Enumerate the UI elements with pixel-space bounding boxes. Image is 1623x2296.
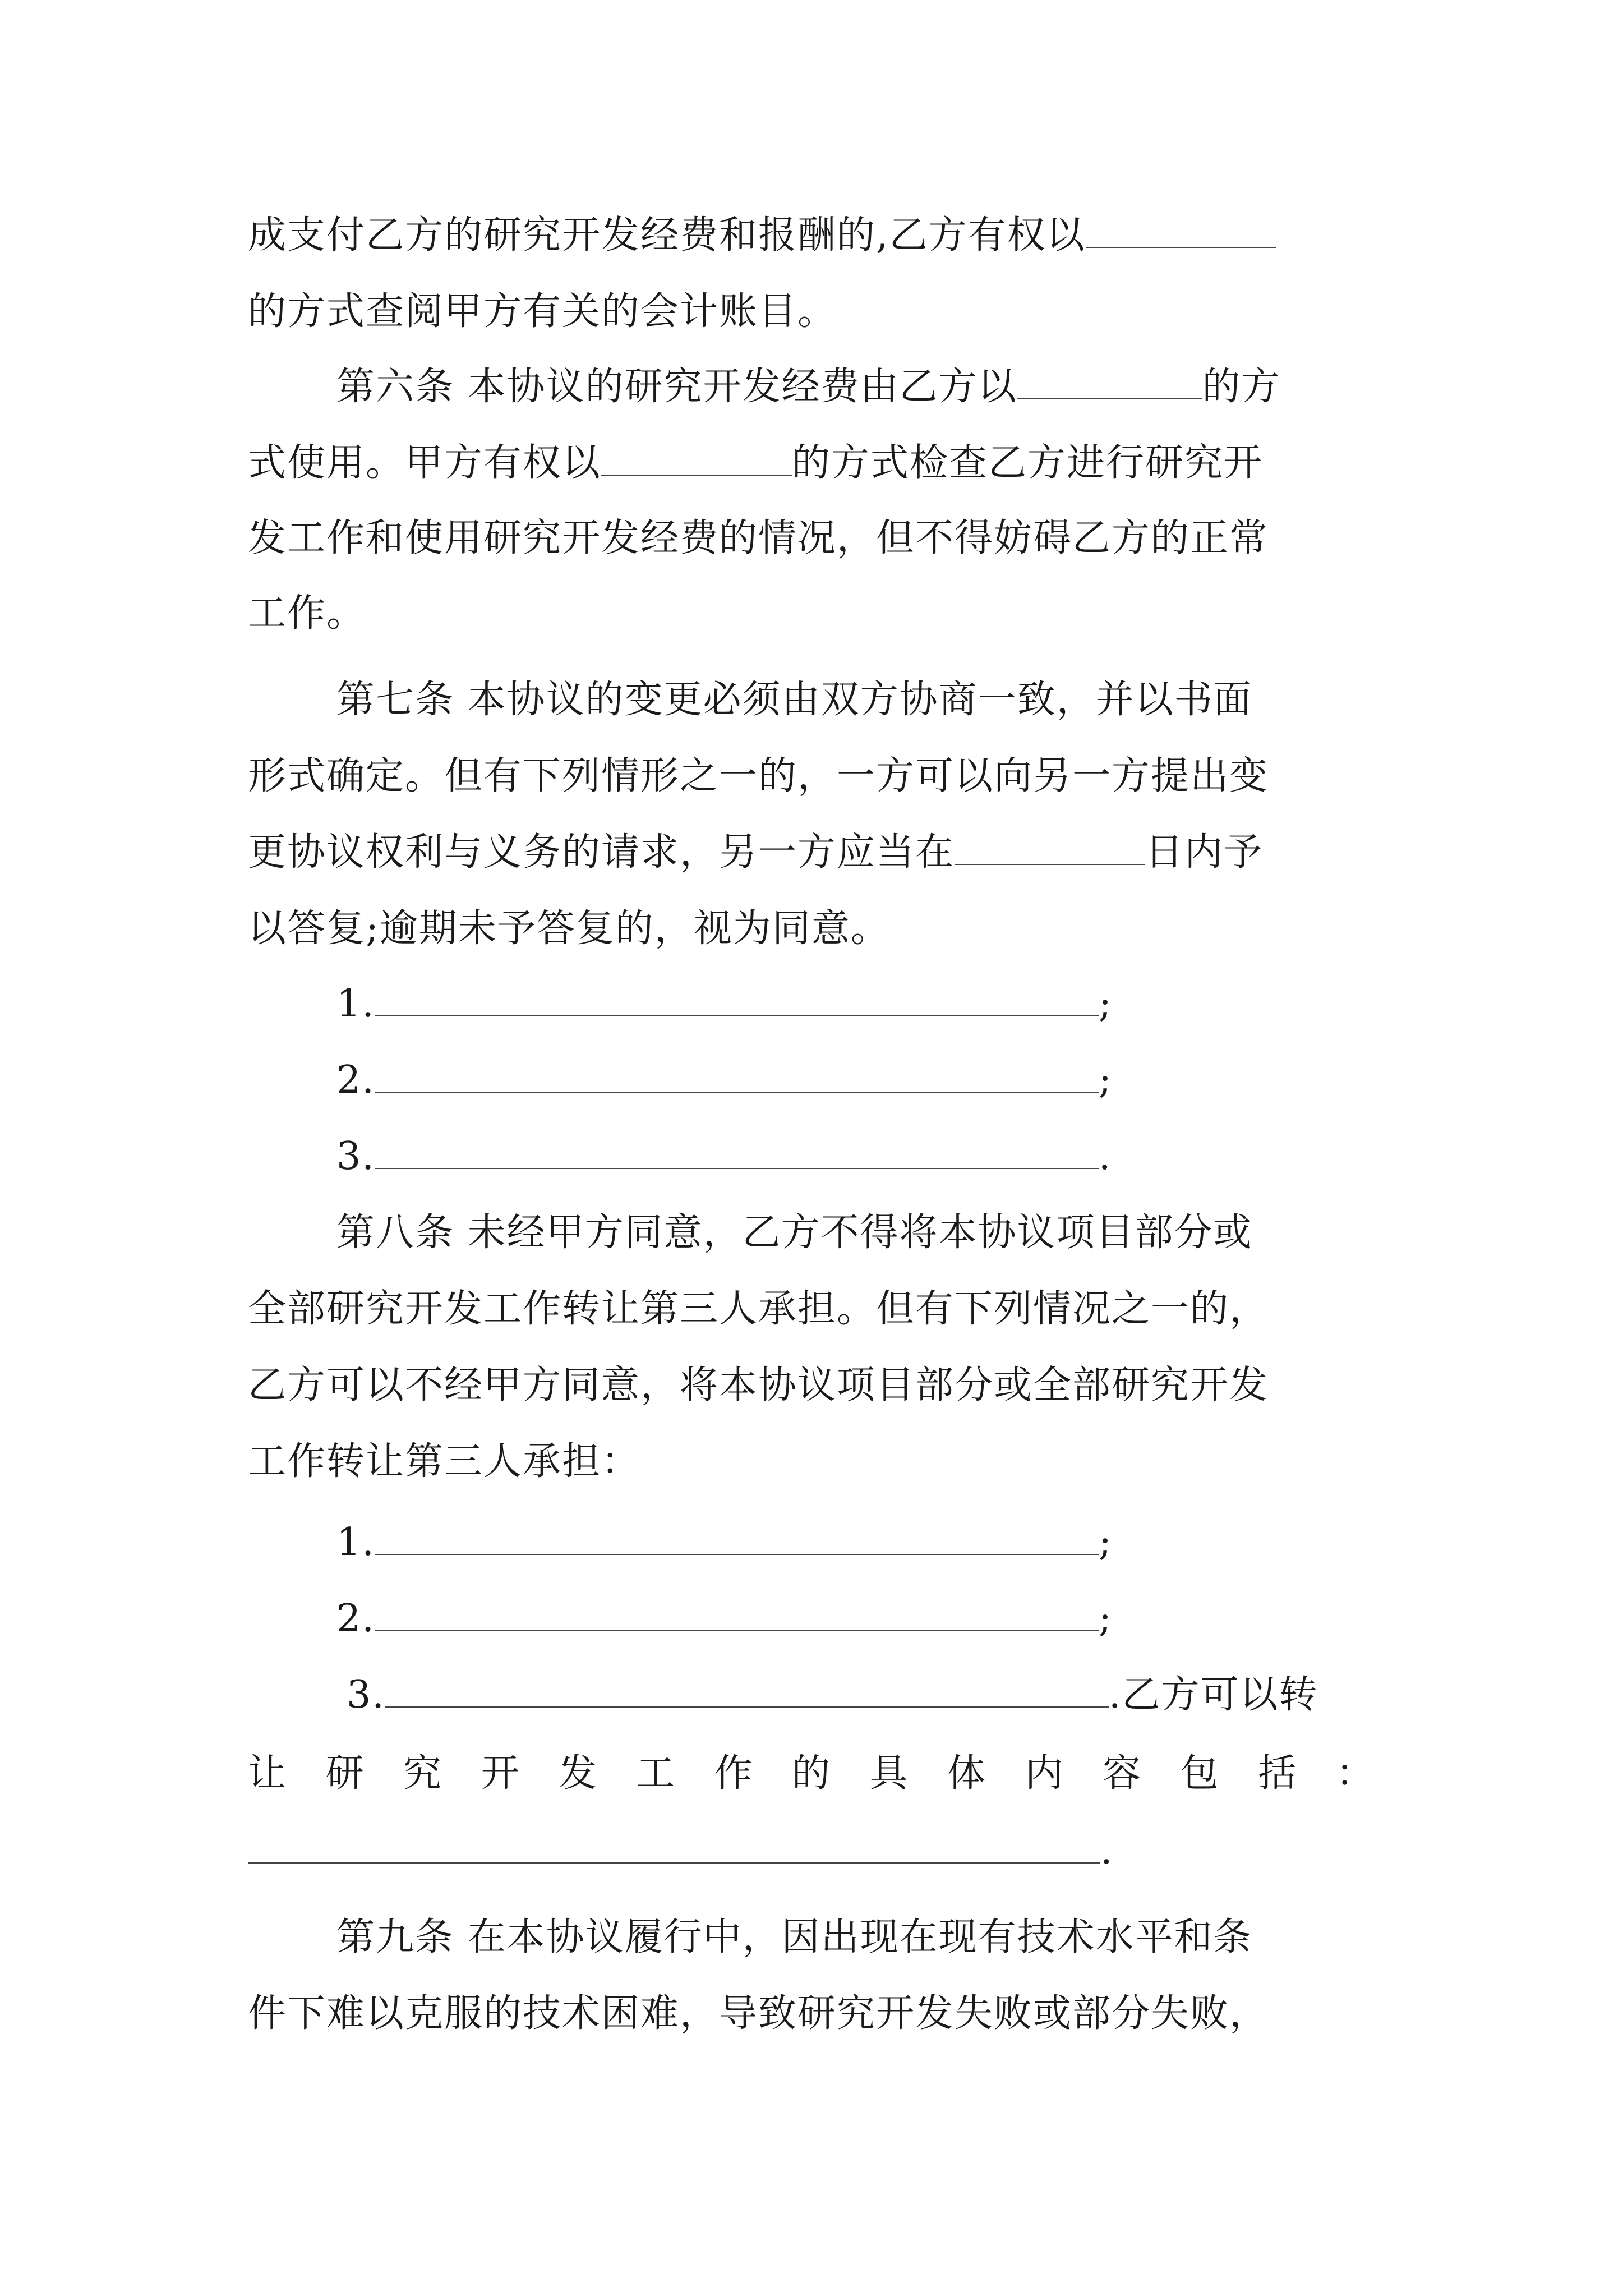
char: ：: [1335, 1751, 1375, 1796]
list-item: [347, 1667, 1318, 1723]
article-8-line: [248, 1746, 1375, 1802]
char: 让: [248, 1751, 288, 1796]
article-7-line: 以答复;逾期未予答复的，视为同意。: [248, 907, 890, 951]
item-end: .: [1100, 1829, 1114, 1873]
char: 内: [1025, 1751, 1064, 1796]
text: 成支付乙方的研究开发经费和报酬的,乙方有权以: [248, 213, 1086, 257]
char: 究: [403, 1751, 443, 1796]
article-8-line: 全部研究开发工作转让第三人承担。但有下列情况之一的，: [248, 1287, 1269, 1331]
list-item: [336, 1591, 1113, 1647]
item-number: 3.: [347, 1673, 385, 1717]
article-6-line: [336, 359, 1281, 415]
item-number: 2.: [336, 1596, 375, 1641]
article-7-line: 第七条 本协议的变更必须由双方协商一致，并以书面: [336, 678, 1253, 722]
fill-blank[interactable]: [1086, 213, 1276, 248]
article-6-line: 发工作和使用研究开发经费的情况，但不得妨碍乙方的正常: [248, 516, 1269, 560]
item-number: 2.: [336, 1058, 375, 1102]
list-item: [336, 1052, 1113, 1108]
fill-blank[interactable]: [248, 1829, 1100, 1864]
char: 容: [1103, 1751, 1142, 1796]
text: 更协议权利与义务的请求，另一方应当在: [248, 830, 955, 875]
item-number: 3.: [336, 1134, 375, 1179]
item-end: ;: [1098, 1596, 1113, 1641]
text: 的方式检查乙方进行研究开: [792, 441, 1264, 485]
list-item: [336, 1515, 1113, 1571]
fill-blank[interactable]: [375, 982, 1099, 1016]
item-end: ;: [1098, 1058, 1113, 1102]
item-number: 1.: [336, 982, 375, 1026]
char: 括: [1258, 1751, 1298, 1796]
fill-blank[interactable]: [375, 1596, 1099, 1631]
article-8-line: 第八条 未经甲方同意，乙方不得将本协议项目部分或: [336, 1211, 1253, 1255]
article-7-line: [248, 825, 1263, 881]
list-item: [336, 976, 1113, 1032]
article-8-line: 工作转让第三人承担：: [248, 1439, 641, 1484]
char: 的: [791, 1751, 831, 1796]
text: 日内予: [1145, 830, 1264, 875]
paragraph-line: 的方式查阅甲方有关的会计账目。: [248, 289, 837, 334]
fill-line: [248, 1823, 1114, 1879]
char: 开: [481, 1751, 520, 1796]
article-6-line: 工作。: [248, 591, 366, 636]
text: 第六条 本协议的研究开发经费由乙方以: [336, 365, 1017, 409]
article-8-line: 乙方可以不经甲方同意，将本协议项目部分或全部研究开发: [248, 1363, 1269, 1407]
fill-blank[interactable]: [375, 1058, 1099, 1093]
fill-blank[interactable]: [385, 1673, 1109, 1708]
text: 的方: [1202, 365, 1281, 409]
char: 研: [325, 1751, 365, 1796]
article-9-line: 件下难以克服的技术困难，导致研究开发失败或部分失败，: [248, 1991, 1269, 2036]
list-item: [336, 1129, 1112, 1185]
fill-blank[interactable]: [375, 1520, 1099, 1555]
char: 具: [869, 1751, 909, 1796]
fill-blank[interactable]: [601, 441, 792, 476]
item-end: ;: [1098, 982, 1113, 1026]
article-6-line: [248, 435, 1263, 491]
article-9-line: 第九条 在本协议履行中，因出现在现有技术水平和条: [336, 1915, 1253, 1959]
char: 发: [559, 1751, 598, 1796]
text: 式使用。甲方有权以: [248, 441, 602, 485]
item-end: .乙方可以转: [1108, 1673, 1318, 1717]
char: 工: [636, 1751, 676, 1796]
article-7-line: 形式确定。但有下列情形之一的，一方可以向另一方提出变: [248, 754, 1269, 798]
char: 体: [947, 1751, 987, 1796]
item-number: 1.: [336, 1520, 375, 1565]
justified-line: [248, 1746, 1375, 1802]
item-end: ;: [1098, 1520, 1113, 1565]
char: 作: [714, 1751, 754, 1796]
fill-blank[interactable]: [955, 830, 1145, 865]
paragraph-line: [248, 208, 1276, 264]
item-end: .: [1098, 1134, 1112, 1179]
char: 包: [1180, 1751, 1220, 1796]
fill-blank[interactable]: [1017, 365, 1202, 399]
fill-blank[interactable]: [375, 1134, 1099, 1169]
